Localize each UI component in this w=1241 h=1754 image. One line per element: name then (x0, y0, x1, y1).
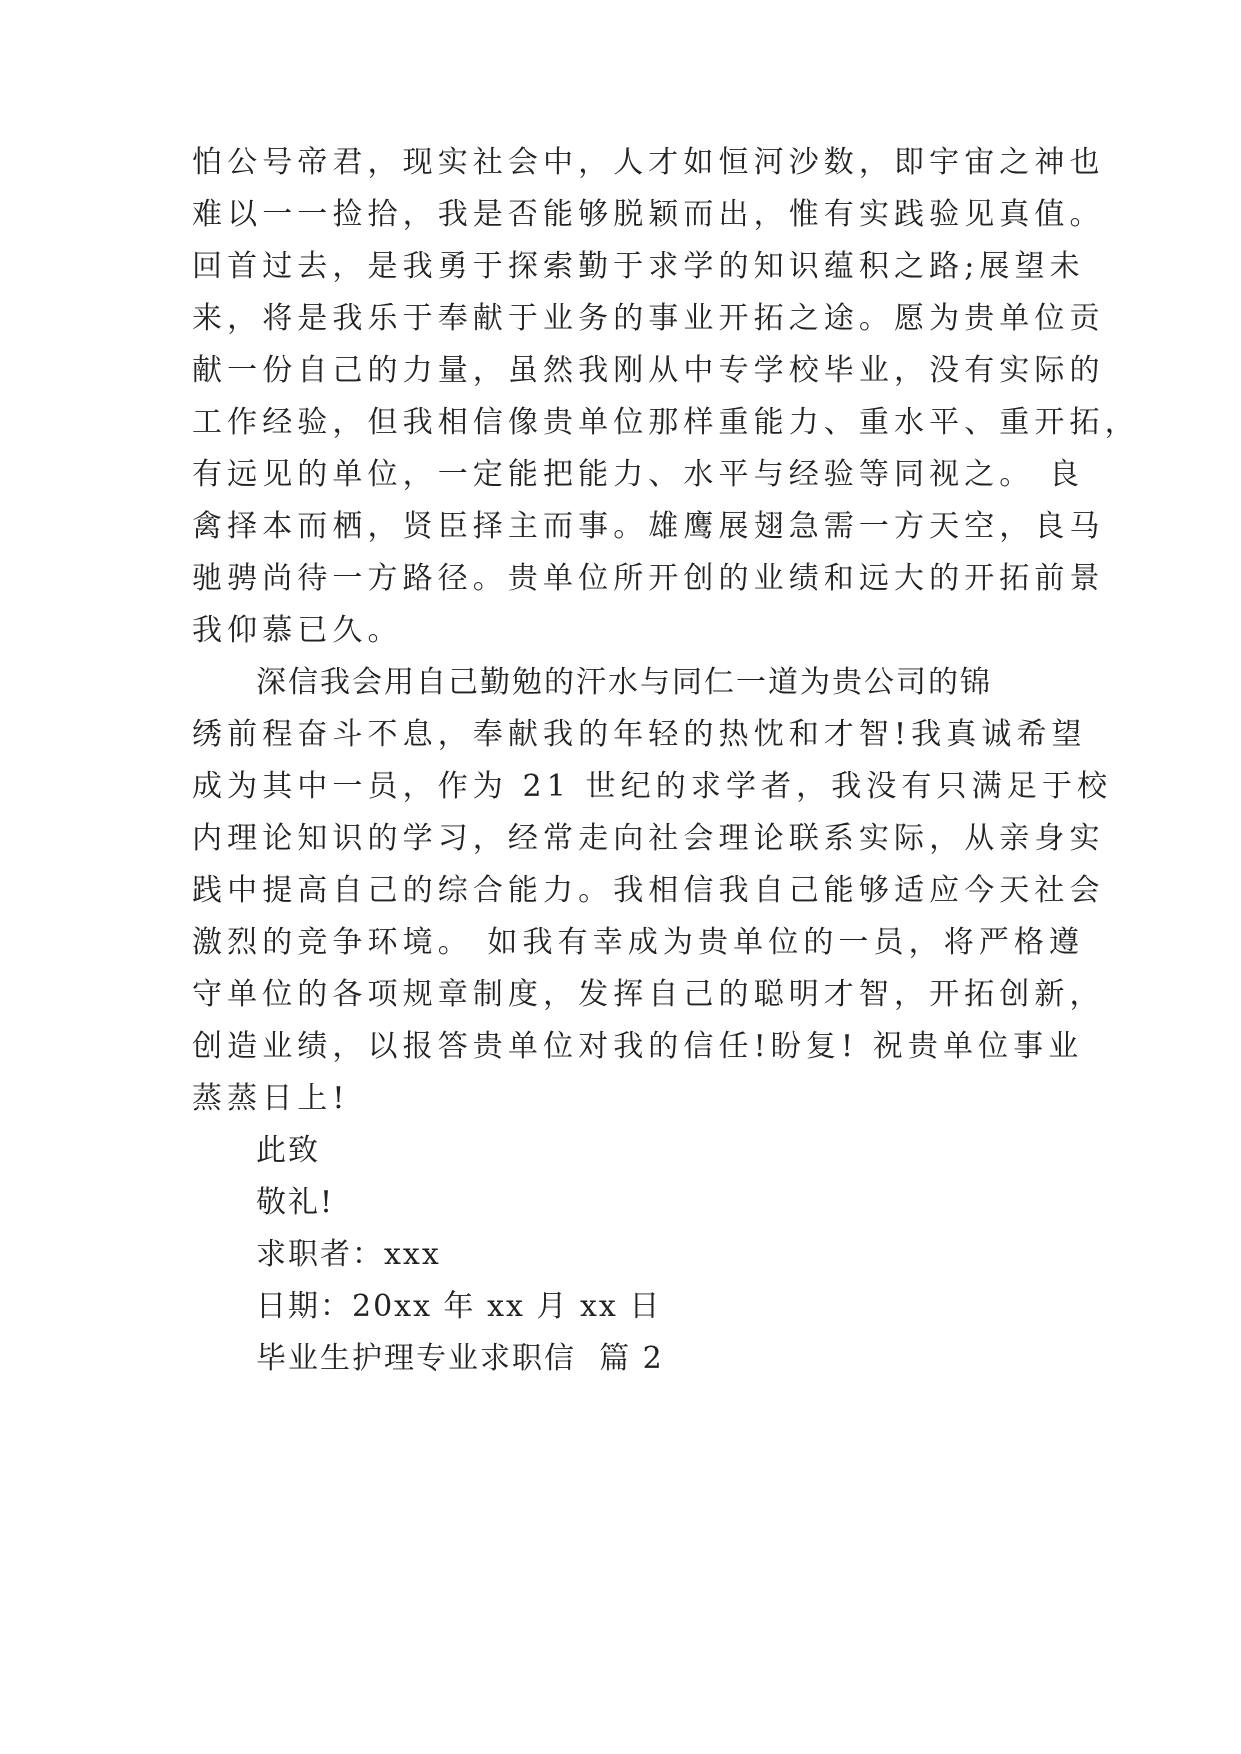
body-text-line: 践中提高自己的综合能力。我相信我自己能够适应今天社会 (192, 873, 1105, 908)
body-text-line: 献一份自己的力量，虽然我刚从中专学校毕业，没有实际的 (192, 353, 1105, 388)
body-text-line: 绣前程奋斗不息，奉献我的年轻的热忱和才智!我真诚希望 (192, 717, 1087, 752)
body-text-line: 深信我会用自己勤勉的汗水与同仁一道为贵公司的锦 (256, 665, 992, 700)
signer-line: 求职者：xxx (256, 1237, 441, 1272)
body-text-line: 蒸蒸日上! (192, 1081, 350, 1116)
body-text-line: 创造业绩，以报答贵单位对我的信任!盼复! 祝贵单位事业 (192, 1029, 1084, 1064)
date-line: 日期：20xx 年 xx 月 xx 日 (256, 1289, 662, 1324)
body-text-line: 禽择本而栖，贤臣择主而事。雄鹰展翅急需一方天空，良马 (192, 509, 1105, 544)
body-text-line: 激烈的竞争环境。 如我有幸成为贵单位的一员，将严格遵 (192, 925, 1085, 960)
body-text-line: 内理论知识的学习，经常走向社会理论联系实际，从亲身实 (192, 821, 1105, 856)
body-text-line: 守单位的各项规章制度，发挥自己的聪明才智，开拓创新， (192, 977, 1105, 1012)
salutation-line: 敬礼! (256, 1185, 335, 1220)
salutation-line: 此致 (256, 1133, 320, 1168)
body-text-line: 我仰慕已久。 (192, 613, 403, 648)
section-title: 毕业生护理专业求职信 篇 2 (256, 1341, 664, 1376)
body-text-line: 工作经验，但我相信像贵单位那样重能力、重水平、重开拓， (192, 405, 1140, 440)
body-text-line: 难以一一捡拾，我是否能够脱颖而出，惟有实践验见真值。 (192, 197, 1105, 232)
body-text-line: 有远见的单位，一定能把能力、水平与经验等同视之。 良 (192, 457, 1085, 492)
body-text-line: 驰骋尚待一方路径。贵单位所开创的业绩和远大的开拓前景 (192, 561, 1105, 596)
body-text-line: 回首过去，是我勇于探索勤于求学的知识蕴积之路;展望未 (192, 249, 1085, 284)
body-text-line: 成为其中一员，作为 21 世纪的求学者，我没有只满足于校 (192, 769, 1113, 804)
body-text-line: 怕公号帝君，现实社会中，人才如恒河沙数，即宇宙之神也 (192, 145, 1105, 180)
body-text-line: 来，将是我乐于奉献于业务的事业开拓之途。愿为贵单位贡 (192, 301, 1105, 336)
